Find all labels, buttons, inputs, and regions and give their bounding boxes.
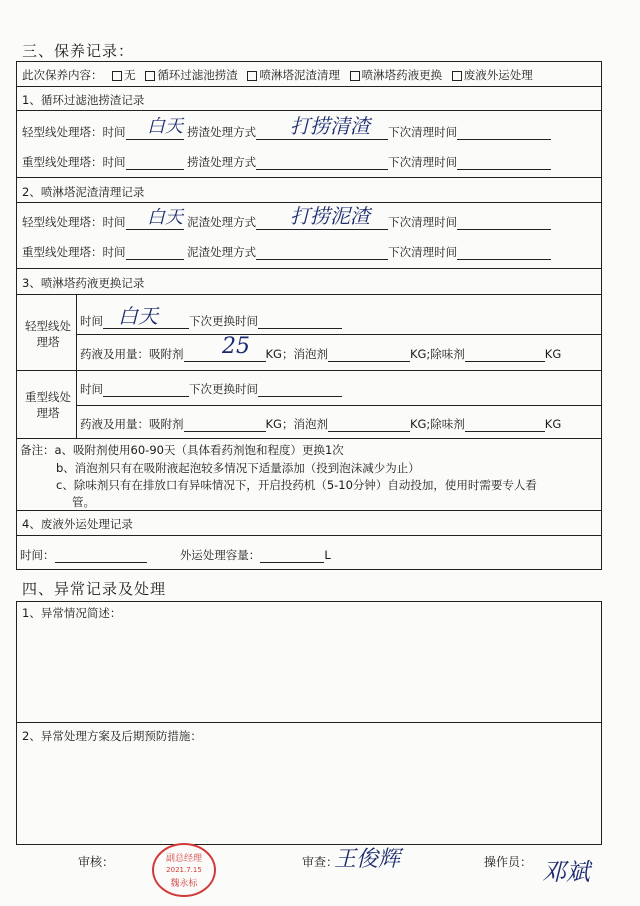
- maintenance-items-row: [22, 67, 533, 83]
- filter-heavy-next-label: 下次清理时间: [388, 155, 458, 169]
- liquid-light-absorbent-handwriting: 25: [222, 334, 250, 359]
- liquid-heavy-dosage-row: [80, 416, 561, 432]
- sludge-heavy-next-label: 下次清理时间: [388, 245, 458, 259]
- filter-light-time-label: 时间: [102, 125, 126, 139]
- waste-section-title: 4、废液外运处理记录: [22, 517, 133, 531]
- option-sludge-checkbox[interactable]: [247, 71, 257, 81]
- sludge-heavy-row: [22, 244, 551, 260]
- sludge-light-time-label: 时间: [102, 215, 126, 229]
- stamp-title: 副总经理: [165, 854, 202, 864]
- filter-light-method-handwriting: 打捞清渣: [290, 114, 370, 138]
- review-label: 审核：: [78, 855, 115, 869]
- sludge-light-method-label: 泥渣处理方式: [187, 215, 257, 229]
- filter-light-method-label: 捞渣处理方式: [187, 125, 257, 139]
- abnormal-desc-label: 1、异常情况简述：: [22, 606, 122, 620]
- liquid-light-time-label: 时间: [80, 314, 103, 328]
- filter-heavy-next-field[interactable]: [457, 157, 551, 170]
- filter-section-title: 1、循环过滤池捞渣记录: [22, 93, 145, 107]
- option-liquid-label: 喷淋塔药液更换: [361, 68, 443, 82]
- option-filter-label: 循环过滤池捞渣: [157, 68, 238, 82]
- waste-volume-label: 外运处理容量：: [179, 548, 261, 562]
- filter-light-row: [22, 124, 551, 140]
- inspect-label: 审查：: [302, 855, 339, 869]
- option-none-checkbox[interactable]: [112, 71, 122, 81]
- liquid-heavy-next-field[interactable]: [258, 384, 342, 397]
- sludge-section-title: 2、喷淋塔泥渣清理记录: [22, 185, 145, 199]
- filter-heavy-method-field[interactable]: [256, 157, 388, 170]
- sludge-heavy-method-field[interactable]: [256, 247, 388, 260]
- sludge-heavy-method-label: 泥渣处理方式: [187, 245, 257, 259]
- sludge-light-next-label: 下次清理时间: [388, 215, 458, 229]
- liquid-heavy-next-label: 下次更换时间: [189, 382, 258, 396]
- abnormal-desc-field[interactable]: [20, 620, 598, 720]
- sludge-light-time-handwriting: 白天: [147, 207, 183, 228]
- operator-label: 操作员：: [484, 855, 533, 869]
- waste-volume-unit: L: [324, 548, 331, 562]
- liquid-light-time-handwriting: 白天: [118, 304, 158, 328]
- waste-volume-field[interactable]: [260, 550, 324, 563]
- sludge-heavy-label: 重型线处理塔：: [22, 245, 103, 259]
- note-c-line2: 管。: [72, 495, 95, 509]
- liquid-light-defoamer-unit: KG: [409, 347, 427, 361]
- note-a: 备注：a、吸附剂使用60-90天（具体看药剂饱和程度）更换1次: [20, 443, 344, 457]
- maintenance-title: 三、保养记录：: [22, 42, 135, 60]
- sludge-light-row: [22, 214, 551, 230]
- liquid-light-defoamer-label: ；消泡剂: [281, 347, 328, 361]
- filter-heavy-time-field[interactable]: [126, 157, 184, 170]
- liquid-light-next-label: 下次更换时间: [189, 314, 258, 328]
- liquid-heavy-absorbent-unit: KG: [265, 417, 282, 431]
- liquid-heavy-time-row: [80, 381, 342, 397]
- operator-signature: 邓斌: [542, 858, 590, 886]
- option-liquid-checkbox[interactable]: [350, 71, 360, 81]
- sludge-light-next-field[interactable]: [457, 217, 551, 230]
- sludge-light-method-handwriting: 打捞泥渣: [290, 204, 370, 228]
- option-none-label: 无: [124, 68, 136, 82]
- liquid-heavy-defoamer-label: ；消泡剂: [281, 417, 328, 431]
- review-stamp: [152, 843, 216, 897]
- option-waste-checkbox[interactable]: [452, 71, 462, 81]
- option-waste-label: 废液外运处理: [463, 68, 533, 82]
- liquid-light-absorbent-unit: KG: [265, 347, 282, 361]
- liquid-light-dosage-row: [80, 346, 561, 362]
- maintenance-items-label: 此次保养内容：: [22, 68, 103, 82]
- filter-heavy-method-label: 捞渣处理方式: [187, 155, 257, 169]
- abnormal-title: 四、异常记录及处理: [22, 580, 167, 598]
- waste-row: [20, 547, 331, 563]
- waste-time-label: 时间：: [20, 548, 55, 562]
- option-sludge-label: 喷淋塔泥渣清理: [259, 68, 340, 82]
- filter-light-label: 轻型线处理塔：: [22, 125, 103, 139]
- liquid-light-deodorant-field[interactable]: [465, 349, 545, 362]
- stamp-date: 2021.7.15: [166, 866, 202, 874]
- liquid-heavy-deodorant-field[interactable]: [465, 419, 545, 432]
- liquid-light-next-field[interactable]: [258, 316, 342, 329]
- sludge-heavy-next-field[interactable]: [457, 247, 551, 260]
- inspect-signature: 王俊辉: [334, 847, 401, 872]
- abnormal-plan-field[interactable]: [20, 744, 598, 840]
- filter-light-time-handwriting: 白天: [147, 116, 183, 137]
- sludge-heavy-time-label: 时间: [102, 245, 126, 259]
- liquid-heavy-time-field[interactable]: [103, 384, 189, 397]
- filter-heavy-label: 重型线处理塔：: [22, 155, 103, 169]
- liquid-heavy-deodorant-unit: KG: [544, 417, 562, 431]
- filter-light-next-field[interactable]: [457, 127, 551, 140]
- liquid-heavy-tower-label: 重型线处理塔: [25, 390, 71, 420]
- liquid-heavy-absorbent-field[interactable]: [184, 419, 266, 432]
- abnormal-plan-label: 2、异常处理方案及后期预防措施：: [22, 729, 202, 743]
- liquid-heavy-deodorant-label: ;除味剂: [426, 417, 465, 431]
- liquid-heavy-defoamer-unit: KG: [409, 417, 427, 431]
- liquid-heavy-defoamer-field[interactable]: [328, 419, 410, 432]
- liquid-section-title: 3、喷淋塔药液更换记录: [22, 276, 145, 290]
- filter-light-next-label: 下次清理时间: [388, 125, 458, 139]
- liquid-light-deodorant-unit: KG: [544, 347, 562, 361]
- liquid-light-defoamer-field[interactable]: [328, 349, 410, 362]
- filter-heavy-row: [22, 154, 551, 170]
- sludge-light-label: 轻型线处理塔：: [22, 215, 103, 229]
- sludge-heavy-time-field[interactable]: [126, 247, 184, 260]
- note-b: b、消泡剂只有在吸附液起泡较多情况下适量添加（投到泡沫减少为止）: [56, 461, 420, 475]
- liquid-light-dosage-label: 药液及用量：吸附剂: [80, 347, 184, 361]
- option-filter-checkbox[interactable]: [145, 71, 155, 81]
- liquid-heavy-dosage-label: 药液及用量：吸附剂: [80, 417, 184, 431]
- filter-heavy-time-label: 时间: [102, 155, 126, 169]
- liquid-heavy-time-label: 时间: [80, 382, 103, 396]
- stamp-name: 魏永标: [170, 879, 198, 889]
- liquid-light-tower-label: 轻型线处理塔: [25, 319, 71, 349]
- note-c-line1: c、除味剂只有在排放口有异味情况下，开启投药机（5-10分钟）自动投加，使用时需要专人看: [56, 478, 537, 492]
- waste-time-field[interactable]: [55, 550, 147, 563]
- liquid-light-deodorant-label: ;除味剂: [426, 347, 465, 361]
